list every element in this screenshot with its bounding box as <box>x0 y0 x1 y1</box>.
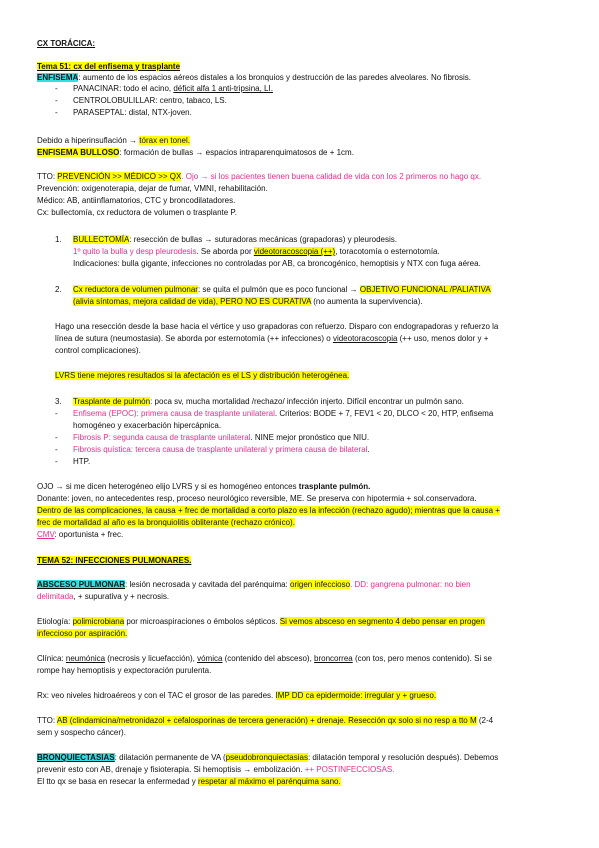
highlight-text: Cx reductora de volumen pulmonar <box>73 285 198 294</box>
bronq-line2 <box>37 764 395 775</box>
pink-text: ++ POSTINFECCIOSAS. <box>304 765 395 774</box>
text: : se quita el pulmón que es poco funcional → <box>197 285 360 294</box>
tx-item-fibrosis <box>73 432 369 443</box>
pink-text: . DD: gangrena pulmonar: no bien <box>350 580 471 589</box>
section-heading-t51 <box>37 61 180 72</box>
tto-abs-line1 <box>37 715 493 726</box>
text: : poca sv, mucha mortalidad /rechazo/ infección injerto. Difícil encontrar un pulmón sano. <box>150 397 464 406</box>
highlight-text: infeccioso por aspiración. <box>37 629 128 638</box>
text: (++ uso, menos dolor y + <box>397 334 489 343</box>
dash: - <box>55 409 58 418</box>
pink-text: Enfisema (EPOC): primera causa de trasplante unilateral <box>73 409 275 418</box>
text: . Criterios: BODE + 7, FEV1 < 20, DLCO < 20, HTP, enfisema <box>274 409 494 418</box>
text: . Se aborda por <box>196 247 254 256</box>
text: Etiología: <box>37 617 73 626</box>
bronq-line3 <box>37 776 341 787</box>
highlight-text: Si vemos absceso en segmento 4 debo pensar en progen <box>279 617 485 626</box>
hiperinsuflacion-line <box>37 135 190 146</box>
text: Clínica: <box>37 654 66 663</box>
dash: - <box>55 457 58 466</box>
text: línea de sutura (neumostasia). Se aborda por esternotomía (++ infecciones) o <box>55 334 333 343</box>
type-paraseptal: PARASEPTAL: distal, NTX-joven. <box>73 108 192 117</box>
highlight-text: respetar al máximo el parénquima sano. <box>197 777 341 786</box>
text: . <box>367 445 370 454</box>
pink-text: Fibrosis P: segunda causa de trasplante unilateral <box>73 433 251 442</box>
pink-text: delimitada <box>37 592 74 601</box>
dash: - <box>55 108 58 117</box>
tto-line <box>37 171 481 182</box>
text: TTO: <box>37 716 57 725</box>
highlight-text: videotoracoscopia (++) <box>253 247 336 256</box>
pink-text: . Ojo → si los pacientes tienen buena calidad de vida con los 2 primeros no hago qx. <box>181 172 482 181</box>
clinica-line1 <box>37 653 492 664</box>
highlight-text: (alivia síntomas, mejora calidad de vida), PERO NO ES CURATIVA <box>73 297 312 306</box>
text: Rx: veo niveles hidroaéreos y con el TAC el grosor de las paredes. <box>37 691 276 700</box>
section-heading-t52 <box>37 555 191 566</box>
lvrs-line <box>55 370 349 381</box>
underline-text: vómica <box>197 654 223 663</box>
t51-heading: Tema 51: cx del enfisema y trasplante <box>37 62 181 71</box>
text: OJO → si me dicen heterogéneo elijo LVRS y si es homogéneo entonces <box>37 482 299 491</box>
text: : lesión necrosada y cavitada del parénquima: <box>125 580 291 589</box>
highlight-text: LVRS tiene mejores resultados si la afectación es el LS y distribución heterogénea. <box>55 371 350 380</box>
bold-text: trasplante pulmón. <box>298 482 371 491</box>
pink-text: CMV <box>37 530 55 539</box>
tx-item-htp: HTP. <box>73 457 91 466</box>
bullectomia-indications: Indicaciones: bulla gigante, infecciones no controladas por AB, ca broncogénico, hemoptisis y NTX con fuga aérea. <box>73 259 481 268</box>
clinica-line2: rompe hay hemoptisis y expectoración purulenta. <box>37 666 212 675</box>
dentro-line2 <box>37 517 295 528</box>
bronq-label: BRONQUIECTASIAS <box>37 753 115 762</box>
text: : dilatación temporal y resolución después). Debemos <box>307 753 499 762</box>
text: prevenir esto con AB, drenaje y fisioterapia. Si hemoptisis → embolización. <box>37 765 305 774</box>
bulloso-line <box>37 147 354 158</box>
text: (2-4 <box>476 716 494 725</box>
etiologia-line2 <box>37 628 127 639</box>
list-number: 1. <box>55 235 62 244</box>
text: , toracotomía o esternotomía. <box>335 247 440 256</box>
highlight-text: pseudobronquiectasias <box>225 753 308 762</box>
enfisema-text: : aumento de los espacios aéreos distales a los bronquios y destrucción de las paredes alveolares. No fibrosis. <box>78 73 472 82</box>
text: (necrosis y licuefacción), <box>105 654 198 663</box>
tx-item-enfisema-cont: homogéneo y exacerbación hipercápnica. <box>73 421 222 430</box>
type-centrolobulillar: CENTROLOBULILLAR: centro, tabaco, LS. <box>73 96 227 105</box>
dash: - <box>55 445 58 454</box>
ojo-line <box>37 481 370 492</box>
underline-text: videotoracoscopia <box>332 334 398 343</box>
bullectomia-line <box>73 234 397 245</box>
dash: - <box>55 84 58 93</box>
cx-line: Cx: bullectomía, cx reductora de volumen o trasplante P. <box>37 208 237 217</box>
cmv-line <box>37 529 123 540</box>
list-number: 3. <box>55 397 62 406</box>
etiologia-line1 <box>37 616 485 627</box>
absceso-line2 <box>37 591 169 602</box>
text: TTO: <box>37 172 58 181</box>
medico-line: Médico: AB, antiinflamatorios, CTC y broncodilatadores. <box>37 196 236 205</box>
text: (contenido del absceso), <box>222 654 315 663</box>
highlight-text: Trasplante de pulmón <box>73 397 151 406</box>
pink-text: Fibrosis quística: tercera causa de trasplante unilateral y primera causa de bilateral <box>73 445 368 454</box>
t52-heading: TEMA 52: INFECCIONES PULMONARES. <box>37 556 192 565</box>
bullectomia-line2 <box>73 246 440 257</box>
pink-text: 1º quito la bulla y desp pleurodesis <box>73 247 197 256</box>
highlight-text: IMP DD ca epidermoide: irregular y + grueso. <box>275 691 437 700</box>
enfisema-definition <box>37 72 471 83</box>
trasplante-line <box>73 396 464 407</box>
bronq-line1 <box>37 752 498 763</box>
bulloso-label: ENFISEMA BULLOSO <box>37 148 120 157</box>
text: por microaspiraciones o émbolos sépticos. <box>124 617 280 626</box>
dentro-line1 <box>37 505 500 516</box>
absceso-label: ABSCESO PULMONAR <box>37 580 126 589</box>
text: , + supurativa y + necrosis. <box>73 592 170 601</box>
highlight-text: AB (clindamicina/metronidazol + cefalosporinas de tercera generación) + drenaje. Resección qx solo si no resp a tto M <box>56 716 477 725</box>
hago-line2 <box>55 333 488 344</box>
reductora-line2 <box>73 296 423 307</box>
prevencion-line: Prevención: oxigenoterapia, dejar de fumar, VMNI, rehabilitación. <box>37 184 268 193</box>
highlight-text: tórax en tonel. <box>139 136 190 145</box>
dash: - <box>55 96 58 105</box>
text: El tto qx se basa en resecar la enfermedad y <box>37 777 198 786</box>
underline-text: neumónica <box>65 654 106 663</box>
highlight-text: BULLECTOMÍA <box>73 235 130 244</box>
tto-abs-line2: sem y sospecho cáncer). <box>37 728 126 737</box>
enfisema-label: ENFISEMA <box>37 73 79 82</box>
hago-line3: control complicaciones). <box>55 346 141 355</box>
highlight-text: Dentro de las complicaciones, la causa + frec de mortalidad a corto plazo es la infección (rechazo agudo); mientras que la causa + <box>37 506 500 515</box>
type-text: PANACINAR: todo el acino, <box>73 84 174 93</box>
highlight-text: origen infeccioso <box>290 580 351 589</box>
text: . NINE mejor pronóstico que NIU. <box>250 433 370 442</box>
rx-line <box>37 690 436 701</box>
list-number: 2. <box>55 285 62 294</box>
absceso-line1 <box>37 579 471 590</box>
text: (no aumenta la supervivencia). <box>311 297 423 306</box>
type-note: déficit alfa 1 anti-tripsina, LI. <box>173 84 273 93</box>
text: Debido a hiperinsuflación → <box>37 136 140 145</box>
highlight-text: polimicrobiana <box>72 617 125 626</box>
text: : resección de bullas → suturadoras mecánicas (grapadoras) y pleurodesis. <box>129 235 397 244</box>
text: : dilatación permanente de VA ( <box>114 753 226 762</box>
type-panacinar <box>73 83 273 94</box>
dash: - <box>55 433 58 442</box>
text: (con tos, pero menos contenido). Si se <box>352 654 492 663</box>
tx-item-enfisema <box>73 408 493 419</box>
highlight-text: PREVENCIÓN >> MÉDICO >> QX <box>57 172 182 181</box>
underline-text: broncorrea <box>314 654 353 663</box>
hago-line1: Hago una resección desde la base hacia el vértice y uso grapadoras con refuerzo. Disparo con endograpadoras y refuerzo la <box>55 322 499 331</box>
tx-item-fq <box>73 444 370 455</box>
text: : oportunista + frec. <box>54 530 124 539</box>
document-title: CX TORÁCICA: <box>37 39 96 48</box>
highlight-text: frec de mortalidad al año es la bronquiolitis obliterante (rechazo crónico). <box>37 518 295 527</box>
text: : formación de bullas → espacios intraparenquimatosos de + 1cm. <box>119 148 354 157</box>
donante-line: Donante: joven, no antecedentes resp, proceso neurológico reversible, ME. Se preserva con hipotermia + sol.conservadora. <box>37 494 477 503</box>
highlight-text: OBJETIVO FUNCIONAL /PALIATIVA <box>359 285 491 294</box>
reductora-line <box>73 284 491 295</box>
